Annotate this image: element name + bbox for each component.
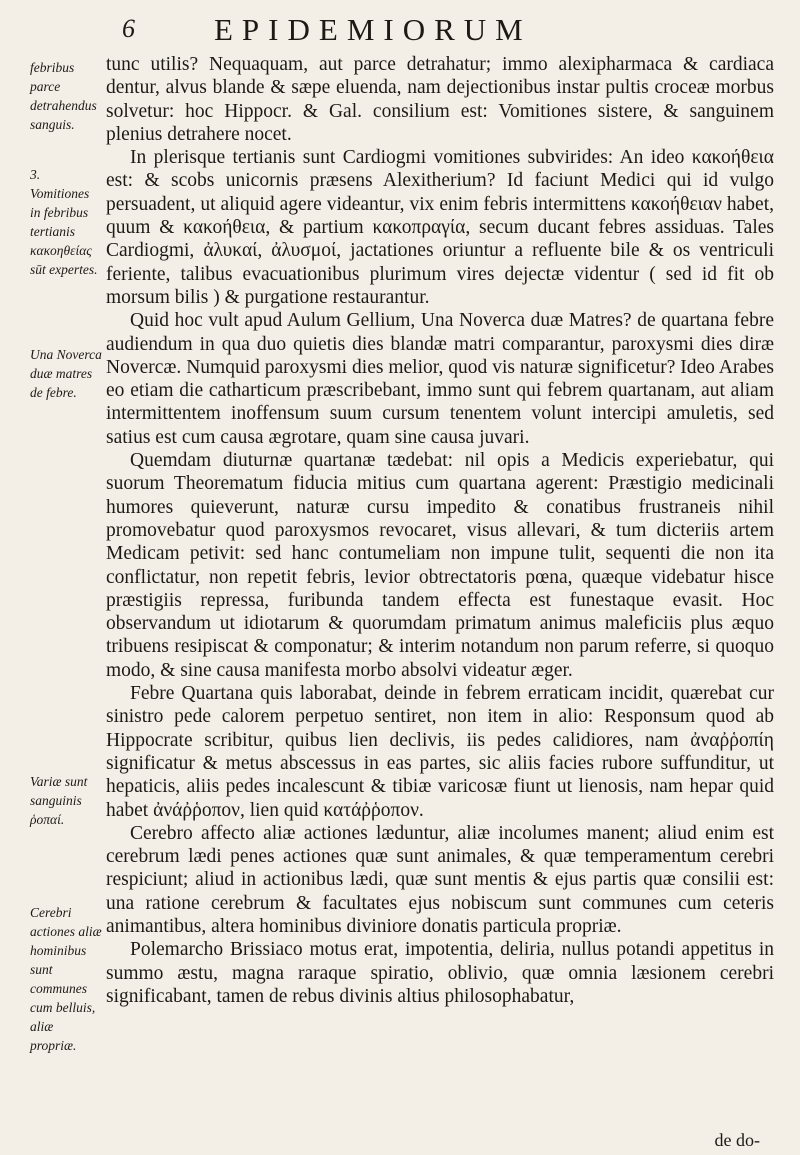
margin-note-noverca: Una Noverca duæ matres de febre. — [30, 347, 102, 400]
margin-note-sanguis: Variæ sunt sanguinis ῥοπαί. — [30, 774, 88, 827]
paragraph: Quemdam diuturnæ quartanæ tædebat: nil opis a Medicis experiebatur, qui suorum Theorematum fiducia mitius cum quartana agerent: Præstigio medicinali humores quieverunt, naturæ cursu impedito & conatibus frustraneis nihil promovebatur quod paroxysmos revocaret, visus allevari, & tum dicteriis artem Medicam petivit: sed hanc contumeliam non impune tulit, sequenti die non ita conflictatur, non repetit febris, levior obtrectatoris pœna, quæque videbatur hisce præstigiis repressa, furibunda tandem effecta est funestaque evasit. Hoc observandum ut idiotarum & quorumdam primatum animus maleficiis plus æquo tribuens resipiscat & componatur; & interim notandum non parum referre, si quoquo modo, & sine causa manifesta morbo absolvi videatur æger. — [106, 450, 774, 681]
paragraph: In plerisque tertianis sunt Cardiogmi vomitiones subvirides: An ideo κακοήθεια est: & scobs unicornis præsens Alexitherium? Id faciunt Medici qui id vulgo persuadent, ut aliquid agere videantur, vix enim febris intermittens κακοήθειαν habet, quum & κακοήθεια, & partium κακοπραγία, secum ducant febres assiduas. Tales Cardiogmi, ἀλυκαί, ἀλυσμοί, jactationes oriuntur a refluente bile & os ventriculi feriente, talibus evacuationibus plurimum vires dejectæ videntur ( sed id fit ob morsum bilis ) & purgatione restaurantur. — [106, 147, 774, 308]
margin-note-vomiting: 3. Vomitiones in febribus tertianis κακοηθείας sūt expertes. — [30, 167, 98, 277]
paragraph: Polemarcho Brissiaco motus erat, impotentia, deliria, nullus potandi appetitus in summo æstu, magna raraque spiratio, oblivio, quæ omnia læsionem cerebri significabant, tamen de rebus divinis altius philosophabatur, — [106, 939, 774, 1007]
main-text — [106, 53, 774, 1008]
page-header — [0, 8, 800, 48]
catchword: de do- — [714, 1130, 760, 1150]
margin-note-cerebri: Cerebri actiones aliæ hominibus sunt communes cum belluis, aliæ propriæ. — [30, 905, 102, 1053]
paragraph: Quid hoc vult apud Aulum Gellium, Una Noverca duæ Matres? de quartana febre audiendum in qua duo quietis dies blandæ matri comparantur, paroxysmi dies diræ Novercæ. Numquid paroxysmi dies melior, quod vis naturæ significetur? Ideo Arabes eo etiam die catharticum præscribebant, immo sunt qui febrem quartanam, aut aliam intermittentem inoffensum suum cursum tenentem volunt intercipi amuletis, sed satius est cum causa ægrotare, quam sine causa juvari. — [106, 310, 774, 448]
page-number: 6 — [122, 14, 135, 43]
paragraph: Febre Quartana quis laborabat, deinde in febrem erraticam incidit, quærebat cur sinistro pede calorem perpetuo sentiret, non item in alio: Responsum quod ab Hippocrate scribitur, quibus lien declivis, iis pedes calidiores, nam ἀναῤῥοπίη significatur & metus abscessus in eas partes, sic aliis facies rubore suffunditur, ut hepaticis, aliis pedes incalescunt & tibiæ varicosæ fiunt ut lienosis, nam hepar quid habet ἀνάῤῥοπον, lien quid κατάῤῥοπον. — [106, 683, 774, 821]
paragraph: Cerebro affecto aliæ actiones læduntur, aliæ incolumes manent; aliud enim est cerebrum lædi penes actiones quæ sunt animales, & quæ temperamentum cerebri respiciunt; aliud in actionibus lædi, quæ sunt mentis & ejus partis quæ consilii est: una ratione cerebrum & facultates ejus nobiscum sunt communes cum ceteris animantibus, altera hominibus diviniore donatis particula propriæ. — [106, 822, 774, 937]
margin-note-bloodletting: febribus parce detrahendus sanguis. — [30, 60, 97, 132]
running-head: EPIDEMIORUM — [214, 12, 532, 47]
paragraph: tunc utilis? Nequaquam, aut parce detrahatur; immo alexipharmaca & cardiaca dentur, alvus blande & sæpe eluenda, nam dejectionibus instar pultis croceæ morbus solvetur: hoc Hippocr. & Gal. consilium est: Vomitiones sistere, & sanguinem plenius detrahere nocet. — [106, 54, 774, 145]
